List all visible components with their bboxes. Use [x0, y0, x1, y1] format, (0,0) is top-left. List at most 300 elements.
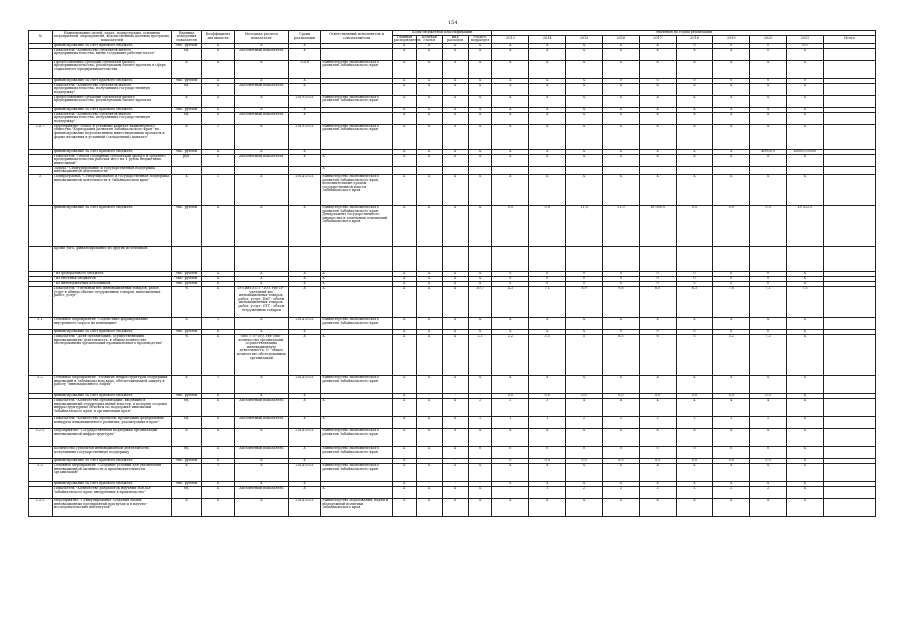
table-row — [29, 48, 876, 60]
row-name: Показатель "Количество субъектов малого предпринимательства, вновь создавших рабочие места" — [52, 48, 171, 60]
row-year-value — [676, 246, 713, 271]
row-budget-code: X — [392, 281, 416, 286]
row-term: X — [288, 481, 320, 486]
row-year-value: X — [786, 463, 823, 481]
row-year-value: X — [639, 154, 676, 166]
row-coef: I — [202, 375, 234, 393]
row-budget-code: X — [416, 95, 442, 107]
row-year-value: X — [566, 78, 603, 83]
row-budget-code: X — [442, 107, 468, 112]
row-budget-code: X — [392, 271, 416, 276]
row-coef: X — [202, 334, 234, 375]
row-responsible: Министерство экономического развития Забайкальского края — [321, 124, 392, 149]
row-year-value: 0 — [750, 271, 787, 276]
row-year-value: 18 000,0 — [639, 205, 676, 246]
row-year-value: X — [713, 60, 750, 78]
row-budget-code: - — [416, 393, 442, 398]
row-budget-code: X — [468, 149, 492, 154]
row-year-value: X — [750, 174, 787, 205]
row-year-value: 0,0 — [750, 205, 787, 246]
row-name: финансирование за счет краевого бюджета — [52, 78, 171, 83]
row-budget-code: X — [416, 428, 442, 446]
row-year-value: X — [786, 174, 823, 205]
row-year-value: 2 — [602, 486, 639, 498]
row-year-value: 0 — [750, 43, 787, 48]
row-year-value: X — [492, 95, 529, 107]
row-year-value: X — [786, 271, 823, 276]
row-term: 2014-2021 — [288, 317, 320, 329]
row-year-value: X — [639, 83, 676, 95]
row-year-value: 0 — [639, 78, 676, 83]
row-year-value: X — [750, 107, 787, 112]
row-budget-code: X — [468, 154, 492, 166]
row-year-value: X — [602, 317, 639, 329]
row-total — [823, 428, 875, 446]
row-year-value: X — [602, 124, 639, 149]
row-number — [29, 83, 53, 95]
row-unit: ед. — [171, 398, 201, 416]
row-year-value — [566, 246, 603, 271]
row-year-value: 4 — [566, 398, 603, 416]
header-year: 2016 — [602, 35, 639, 43]
row-year-value: X — [750, 498, 787, 516]
row-budget-code: X — [416, 334, 442, 375]
header-unit: Единица измерения показателя — [171, 31, 201, 44]
row-number — [29, 48, 53, 60]
row-year-value: X — [566, 95, 603, 107]
row-coef: I — [202, 124, 234, 149]
row-year-value: 0 — [676, 43, 713, 48]
row-total — [823, 416, 875, 428]
row-method: X — [234, 428, 288, 446]
row-year-value: X — [566, 48, 603, 60]
row-name: финансирование за счет краевого бюджета — [52, 205, 171, 246]
row-year-value: X — [566, 154, 603, 166]
table-row — [29, 317, 876, 329]
header-name: Наименование целей, задач, подпрограмм, основных мероприятий, мероприятий, ведомственных целевых программ, показателей — [53, 30, 170, 42]
row-budget-code: X — [416, 48, 442, 60]
row-responsible: X — [321, 416, 392, 428]
row-year-value: X — [713, 428, 750, 446]
row-budget-code: X — [416, 398, 442, 416]
row-year-value: X — [492, 78, 529, 83]
row-responsible: X — [321, 286, 392, 317]
row-year-value: X — [492, 107, 529, 112]
row-budget-code: X — [392, 43, 416, 48]
row-year-value: X — [713, 154, 750, 166]
row-term: 2014-2021 — [288, 498, 320, 516]
row-budget-code: X — [468, 329, 492, 334]
row-name: Кроме того, финансирование из других источников: — [52, 246, 171, 271]
row-budget-code: X — [416, 463, 442, 481]
row-name: Задача "Стимулирование и государственная поддержка инновационной деятельности" — [52, 166, 171, 174]
row-year-value: X — [492, 174, 529, 205]
row-budget-code: X — [442, 48, 468, 60]
row-unit: тыс. рублей — [171, 107, 201, 112]
row-year-value: X — [566, 428, 603, 446]
row-year-value: 2 — [713, 416, 750, 428]
row-unit: X — [171, 174, 201, 205]
row-name: - из местных бюджетов — [52, 276, 171, 281]
row-coef: X — [202, 329, 234, 334]
header-year: 2017 — [639, 35, 676, 43]
row-method: X — [234, 78, 288, 83]
row-budget-code: X — [392, 375, 416, 393]
row-year-value: 0,0 — [713, 458, 750, 463]
row-year-value: X — [639, 60, 676, 78]
row-budget-code: X — [392, 334, 416, 375]
row-budget-code: X — [416, 107, 442, 112]
row-method: X — [234, 205, 288, 246]
row-year-value: 0 — [786, 78, 823, 83]
row-total — [823, 486, 875, 498]
row-year-value: 0 — [676, 329, 713, 334]
row-year-value: X — [676, 481, 713, 486]
row-year-value: 0 — [492, 481, 529, 486]
row-unit: % — [171, 334, 201, 375]
row-year-value: 2 — [750, 416, 787, 428]
row-year-value: 0,0 — [529, 458, 566, 463]
row-budget-code: X — [416, 112, 442, 124]
row-method — [234, 246, 288, 271]
row-year-value: X — [492, 329, 529, 334]
row-term: X — [288, 107, 320, 112]
row-year-value: X — [786, 375, 823, 393]
row-year-value: X — [566, 60, 603, 78]
row-year-value: 0 — [750, 281, 787, 286]
row-name: Предоставление субсидий субъектам малого предпринимательства, реализующим бизнес-проекты — [52, 95, 171, 107]
row-year-value: X — [529, 174, 566, 205]
row-year-value: X — [602, 428, 639, 446]
row-year-value: X — [639, 375, 676, 393]
row-year-value: 2 — [639, 486, 676, 498]
header-total: Итого — [823, 35, 875, 43]
table-row — [29, 286, 876, 317]
row-budget-code: X — [416, 498, 442, 516]
row-unit: ед. — [171, 486, 201, 498]
program-table — [28, 30, 876, 517]
row-year-value: X — [529, 48, 566, 60]
row-budget-code: X — [416, 281, 442, 286]
row-number — [29, 446, 53, 458]
row-budget-code: X — [442, 78, 468, 83]
row-budget-code: X — [416, 271, 442, 276]
row-budget-code: X — [468, 43, 492, 48]
row-budget-code: X — [468, 124, 492, 149]
row-year-value: X — [492, 60, 529, 78]
row-unit: X — [171, 60, 201, 78]
row-year-value: X — [566, 43, 603, 48]
row-year-value: 0 — [602, 276, 639, 281]
row-unit: тыс. рублей — [171, 393, 201, 398]
header-budget-item: Целевая статья — [416, 35, 442, 43]
row-year-value — [492, 246, 529, 271]
row-budget-code: X — [416, 446, 442, 458]
row-year-value: 0,0 — [492, 205, 529, 246]
row-name: Показатель "Количество субъектов малого предпринимательства, получивших государственную поддержку" — [52, 83, 171, 95]
row-year-value: 0 — [676, 78, 713, 83]
row-year-value: 0 — [492, 281, 529, 286]
row-year-value: X — [529, 375, 566, 393]
row-year-value: X — [713, 375, 750, 393]
row-total — [823, 48, 875, 60]
row-year-value: 2 — [566, 416, 603, 428]
row-year-value: X — [750, 317, 787, 329]
row-total — [823, 83, 875, 95]
row-budget-code: X — [392, 286, 416, 317]
row-year-value: X — [676, 463, 713, 481]
row-term: X — [288, 416, 320, 428]
row-unit: ед. — [171, 48, 201, 60]
row-budget-code: X — [392, 446, 416, 458]
row-year-value: 0 — [492, 276, 529, 281]
row-year-value: X — [492, 428, 529, 446]
row-year-value: X — [566, 463, 603, 481]
row-total — [823, 463, 875, 481]
row-year-value: X — [786, 458, 823, 463]
row-total — [823, 166, 875, 174]
row-budget-code: 2 — [468, 398, 492, 416]
row-budget-code: X — [442, 463, 468, 481]
row-coef: X — [202, 393, 234, 398]
row-year-value: 18 022,0 — [786, 205, 823, 246]
row-unit: ед. — [171, 83, 201, 95]
row-budget-code: 1 — [468, 416, 492, 428]
row-coef: X — [202, 83, 234, 95]
row-year-value: 0,0 — [492, 393, 529, 398]
row-responsible — [321, 83, 392, 95]
row-coef: X — [202, 276, 234, 281]
row-budget-code: X — [392, 95, 416, 107]
row-number — [29, 205, 53, 246]
row-budget-code: X — [392, 481, 416, 486]
row-responsible: Министерство экономического развития Забайкальского края — [321, 463, 392, 481]
row-term: X — [288, 205, 320, 246]
row-year-value: 0 — [566, 276, 603, 281]
row-responsible: X — [321, 486, 392, 498]
row-year-value: X — [602, 48, 639, 60]
row-year-value: 3 — [529, 398, 566, 416]
row-name: Количество субъектов инновационной деятельности, получивших государственную поддержку — [52, 446, 171, 458]
row-budget-code: X — [442, 43, 468, 48]
row-method: Абсолютный показатель — [234, 416, 288, 428]
row-year-value: X — [566, 112, 603, 124]
row-term: X — [288, 486, 320, 498]
row-year-value: X — [566, 83, 603, 95]
row-total — [823, 246, 875, 271]
row-year-value: X — [676, 112, 713, 124]
row-method: X — [234, 174, 288, 205]
row-year-value: X — [786, 393, 823, 398]
row-year-value: 0 — [713, 276, 750, 281]
row-year-value: X — [529, 107, 566, 112]
row-method: X — [234, 60, 288, 78]
row-year-value: 7,0 — [713, 286, 750, 317]
row-year-value: 0 — [602, 446, 639, 458]
row-year-value: X — [602, 463, 639, 481]
row-budget-code: X — [416, 60, 442, 78]
row-budget-code: X — [392, 124, 416, 149]
row-year-value — [786, 246, 823, 271]
row-year-value: X — [566, 329, 603, 334]
header-year: 2020 — [750, 35, 787, 43]
row-method: X — [234, 463, 288, 481]
row-year-value: X — [786, 498, 823, 516]
row-coef: X — [202, 481, 234, 486]
table-row — [29, 124, 876, 149]
row-budget-code: X — [468, 95, 492, 107]
row-total — [823, 375, 875, 393]
row-coef: X — [202, 78, 234, 83]
header-method: Методика расчета показателя — [234, 31, 288, 44]
header-budget-type: Вид расходов — [442, 35, 468, 43]
row-unit: X — [171, 375, 201, 393]
row-year-value: 4 — [750, 398, 787, 416]
row-responsible: X — [321, 271, 392, 276]
row-unit: руб. — [171, 154, 201, 166]
row-budget-code — [442, 246, 468, 271]
row-budget-code: X — [442, 271, 468, 276]
table-row — [29, 446, 876, 458]
row-year-value: 11,0 — [566, 205, 603, 246]
row-budget-code — [416, 246, 442, 271]
row-term: 2014-2021 — [288, 375, 320, 393]
row-budget-code: X — [468, 78, 492, 83]
row-unit: тыс. рублей — [171, 329, 201, 334]
row-year-value: X — [786, 428, 823, 446]
row-term: X — [288, 271, 320, 276]
table-row — [29, 463, 876, 481]
row-method: X — [234, 124, 288, 149]
row-year-value: 3,2 — [713, 334, 750, 375]
row-budget-code: X — [442, 205, 468, 246]
row-term: 2014-2021 — [288, 463, 320, 481]
row-year-value: 9,8 — [602, 286, 639, 317]
row-coef: X — [202, 498, 234, 516]
row-year-value: X — [676, 107, 713, 112]
row-number: 3.2.1. — [29, 428, 53, 446]
row-term: X — [288, 112, 320, 124]
row-name: финансирование за счет краевого бюджета — [52, 107, 171, 112]
row-total — [823, 174, 875, 205]
table-header — [29, 31, 876, 44]
row-budget-code: X — [442, 281, 468, 286]
row-total — [823, 154, 875, 166]
table-row — [29, 205, 876, 246]
row-method: X — [234, 375, 288, 393]
header-budget-group: Коды бюджетной классификации — [392, 31, 492, 36]
row-year-value: X — [676, 48, 713, 60]
row-number — [29, 95, 53, 107]
row-budget-code: X — [442, 60, 468, 78]
row-year-value: 0,0 — [639, 458, 676, 463]
row-year-value: X — [529, 78, 566, 83]
row-year-value: X — [566, 481, 603, 486]
row-budget-code: X — [468, 107, 492, 112]
row-method: X — [234, 276, 288, 281]
row-total — [823, 286, 875, 317]
row-budget-code: X — [416, 329, 442, 334]
row-budget-code: X — [392, 48, 416, 60]
row-year-value: 2 — [566, 486, 603, 498]
table-row — [29, 334, 876, 375]
row-name: финансирование за счет краевого бюджета — [52, 458, 171, 463]
row-budget-code: X — [468, 276, 492, 281]
row-budget-code: X — [392, 205, 416, 246]
row-budget-code: X — [468, 60, 492, 78]
row-year-value: 11,0 — [602, 205, 639, 246]
row-budget-code: - — [442, 458, 468, 463]
table-row — [29, 416, 876, 428]
row-unit — [171, 246, 201, 271]
row-year-value: 5 — [566, 334, 603, 375]
row-responsible: Министерство экономического развития Забайкальского края, исполнительные органы государственной власти Забайкальского края — [321, 174, 392, 205]
row-year-value: 4 — [713, 398, 750, 416]
row-responsible: X — [321, 154, 392, 166]
row-budget-code: X — [468, 205, 492, 246]
row-year-value: 0,0 — [529, 205, 566, 246]
row-method: X — [234, 281, 288, 286]
row-year-value: X — [676, 174, 713, 205]
row-method: ТР=ИнТ/ОТТ *100, где ТР - удельный вес инновационных товаров, работ, услуг; ИнТ - объем инновационных товаров, работ, услуг; ОТТ - объем отгруженных товаров — [234, 286, 288, 317]
row-term: X — [288, 83, 320, 95]
row-year-value: X — [529, 83, 566, 95]
row-year-value: 2,2 — [492, 334, 529, 375]
row-budget-code: X — [392, 276, 416, 281]
row-method: Абсолютный показатель — [234, 486, 288, 498]
row-year-value: 2 — [713, 486, 750, 498]
row-year-value: X — [786, 486, 823, 498]
row-budget-code: X — [392, 329, 416, 334]
row-unit: тыс. рублей — [171, 78, 201, 83]
table-row — [29, 428, 876, 446]
row-year-value: X — [529, 428, 566, 446]
row-year-value: 0,0 — [639, 393, 676, 398]
row-name: - из внебюджетных источников — [52, 281, 171, 286]
row-name: Показатель "Количество субъектов малого предпринимательства, получивших государственную поддержку" — [52, 112, 171, 124]
row-year-value: 0,0 — [786, 43, 823, 48]
row-year-value: X — [639, 317, 676, 329]
row-year-value: X — [639, 43, 676, 48]
row-coef: X — [202, 205, 234, 246]
row-year-value: X — [529, 43, 566, 48]
row-name: Показатель "Количество разработок научных НИОКР Забайкальского края, внедренных в производство" — [52, 486, 171, 498]
row-total — [823, 334, 875, 375]
row-name: Предоставление субсидий субъектам малого предпринимательства, реализующим бизнес-проекты в сфере социального предпринимательства — [52, 60, 171, 78]
row-year-value: 0 — [639, 271, 676, 276]
row-coef: X — [202, 149, 234, 154]
row-method: X — [234, 498, 288, 516]
row-budget-code: X — [442, 446, 468, 458]
row-term: X — [288, 393, 320, 398]
row-year-value: 2 — [750, 486, 787, 498]
row-year-value: 2 — [639, 416, 676, 428]
row-year-value: 6 — [639, 334, 676, 375]
row-budget-code: X — [416, 124, 442, 149]
row-unit: тыс. рублей — [171, 43, 201, 48]
header-budget-main: Главный распорядитель — [393, 34, 421, 43]
row-method: X — [234, 393, 288, 398]
row-year-value: 4 — [786, 398, 823, 416]
row-year-value: X — [750, 83, 787, 95]
row-name: Мероприятие "Взнос в уставный капитал акционерного общества "Корпорация развития Забайкальского края" на финансирование перспективных инвестиционных проектов в форме вложения в уставный (складочный) капитал" — [52, 124, 171, 149]
row-year-value: X — [786, 281, 823, 286]
row-budget-code: - — [442, 393, 468, 398]
table-row — [29, 83, 876, 95]
row-total — [823, 60, 875, 78]
row-year-value: 0,0 — [602, 393, 639, 398]
row-coef: X — [202, 428, 234, 446]
